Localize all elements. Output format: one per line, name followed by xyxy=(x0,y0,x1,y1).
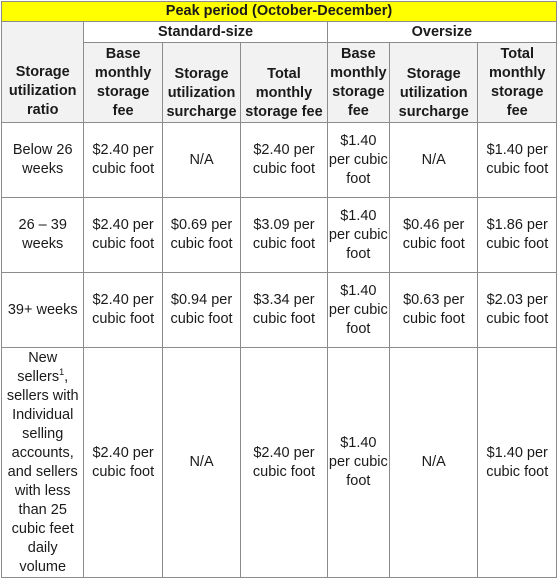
over-total-cell: $1.40 per cubic foot xyxy=(478,348,557,578)
over-surcharge-cell: $0.46 per cubic foot xyxy=(390,198,478,273)
std-surcharge-cell: $0.69 per cubic foot xyxy=(162,198,240,273)
table-row xyxy=(2,123,557,198)
std-total-cell: $2.40 per cubic foot xyxy=(241,348,327,578)
ratio-text-part1: New sellers xyxy=(17,349,60,385)
over-surcharge-cell: $0.63 per cubic foot xyxy=(390,273,478,348)
peak-storage-fee-table xyxy=(1,1,557,578)
group-header-standard: Standard-size xyxy=(84,22,327,43)
over-base-cell: $1.40 per cubic foot xyxy=(327,348,389,578)
std-base-cell: $2.40 per cubic foot xyxy=(84,123,162,198)
std-surcharge-cell: N/A xyxy=(162,348,240,578)
table-title: Peak period (October-December) xyxy=(2,2,557,22)
std-base-cell: $2.40 per cubic foot xyxy=(84,198,162,273)
col-header-over-base: Base monthly storage fee xyxy=(327,43,389,123)
ratio-cell: 39+ weeks xyxy=(2,273,84,348)
over-surcharge-cell: N/A xyxy=(390,348,478,578)
col-header-over-total: Total monthly storage fee xyxy=(478,43,557,123)
std-total-cell: $3.09 per cubic foot xyxy=(241,198,327,273)
col-header-std-total: Total monthly storage fee xyxy=(241,43,327,123)
over-total-cell: $1.86 per cubic foot xyxy=(478,198,557,273)
std-total-cell: $3.34 per cubic foot xyxy=(241,273,327,348)
group-header-oversize: Oversize xyxy=(327,22,556,43)
ratio-cell xyxy=(2,348,84,578)
col-header-std-surcharge: Storage utilization surcharge xyxy=(162,43,240,123)
footnote-marker: 1 xyxy=(59,366,65,377)
std-total-cell: $2.40 per cubic foot xyxy=(241,123,327,198)
table-row xyxy=(2,198,557,273)
std-surcharge-cell: N/A xyxy=(162,123,240,198)
col-header-over-surcharge: Storage utilization surcharge xyxy=(390,43,478,123)
table-row xyxy=(2,348,557,578)
std-surcharge-cell: $0.94 per cubic foot xyxy=(162,273,240,348)
ratio-cell: Below 26 weeks xyxy=(2,123,84,198)
over-total-cell: $2.03 per cubic foot xyxy=(478,273,557,348)
over-surcharge-cell: N/A xyxy=(390,123,478,198)
over-base-cell: $1.40 per cubic foot xyxy=(327,273,389,348)
ratio-cell: 26 – 39 weeks xyxy=(2,198,84,273)
over-base-cell: $1.40 per cubic foot xyxy=(327,123,389,198)
std-base-cell: $2.40 per cubic foot xyxy=(84,348,162,578)
std-base-cell: $2.40 per cubic foot xyxy=(84,273,162,348)
ratio-text-part2: , sellers with Individual selling accounts, and sellers with less than 25 cubic feet daily volume xyxy=(6,368,79,575)
over-base-cell: $1.40 per cubic foot xyxy=(327,198,389,273)
row-header-label: Storage utilization ratio xyxy=(2,22,84,123)
over-total-cell: $1.40 per cubic foot xyxy=(478,123,557,198)
col-header-std-base: Base monthly storage fee xyxy=(84,43,162,123)
table-row xyxy=(2,273,557,348)
